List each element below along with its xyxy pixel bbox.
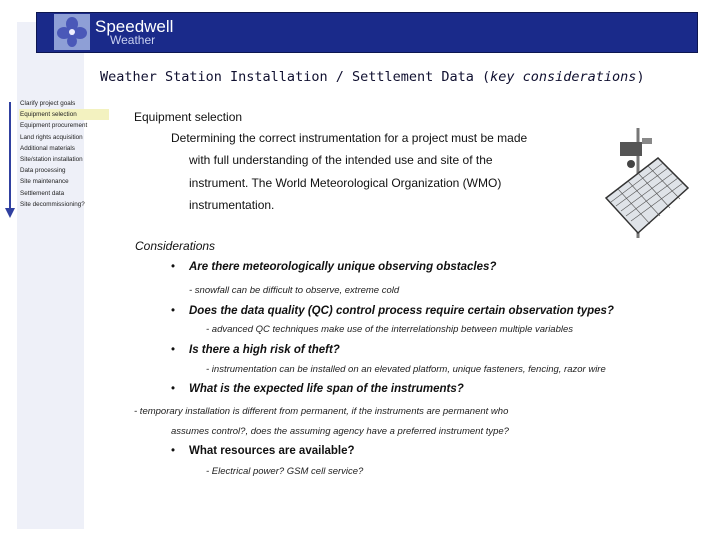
consideration-question: Does the data quality (QC) control process require certain observation types?	[189, 305, 614, 317]
speedwell-flower-logo	[54, 14, 90, 50]
bullet-icon: •	[171, 445, 176, 457]
nav-item[interactable]: Site maintenance	[20, 178, 69, 186]
brand-subtitle: Weather	[110, 33, 156, 47]
consideration-note: - instrumentation can be installed on an elevated platform, unique fasteners, fencing, razor wire	[206, 364, 606, 375]
page-title	[100, 69, 660, 85]
nav-item[interactable]: Site decommissioning?	[20, 200, 85, 208]
intro-line: instrumentation.	[189, 198, 275, 212]
bullet-icon: •	[171, 261, 176, 273]
considerations-label: Considerations	[135, 239, 216, 253]
grid-antenna-photo	[598, 128, 692, 238]
bullet-icon: •	[171, 383, 176, 395]
consideration-note: assumes control?, does the assuming agency have a preferred instrument type?	[171, 426, 509, 437]
section-heading: Equipment selection	[134, 110, 243, 124]
nav-item[interactable]: Equipment selection	[19, 109, 109, 120]
brand-name: Speedwell	[95, 17, 174, 36]
bullet-icon: •	[171, 305, 176, 317]
consideration-question: Are there meteorologically unique observing obstacles?	[189, 261, 497, 273]
step-navigation	[19, 98, 109, 210]
title-emphasis: key considerations	[490, 69, 637, 85]
consideration-note: - snowfall can be difficult to observe, extreme cold	[189, 285, 400, 296]
nav-item[interactable]: Additional materials	[20, 144, 75, 152]
nav-item[interactable]: Land rights acquisition	[20, 133, 83, 141]
consideration-question: Is there a high risk of theft?	[189, 344, 340, 356]
consideration-note: - temporary installation is different from permanent, if the instruments are permanent who	[134, 406, 509, 417]
nav-item[interactable]: Site/station installation	[20, 155, 83, 163]
consideration-note: - Electrical power? GSM cell service?	[206, 466, 364, 477]
nav-progress-arrow-icon	[5, 100, 15, 220]
nav-item[interactable]: Clarify project goals	[20, 100, 76, 107]
bullet-icon: •	[171, 344, 176, 356]
intro-line: instrument. The World Meteorological Organization (WMO)	[189, 176, 502, 190]
consideration-note: - advanced QC techniques make use of the interrelationship between multiple variables	[206, 324, 574, 335]
title-close: )	[636, 69, 645, 85]
nav-item[interactable]: Settlement data	[20, 189, 65, 197]
title-main: Weather Station Installation / Settlement Data (	[100, 69, 491, 85]
consideration-question: What resources are available?	[189, 445, 355, 457]
nav-item[interactable]: Equipment procurement	[20, 122, 88, 130]
nav-item[interactable]: Data processing	[20, 167, 66, 175]
intro-line: Determining the correct instrumentation for a project must be made	[171, 131, 528, 145]
consideration-question: What is the expected life span of the instruments?	[189, 383, 464, 395]
intro-line: with full understanding of the intended use and site of the	[189, 153, 493, 167]
